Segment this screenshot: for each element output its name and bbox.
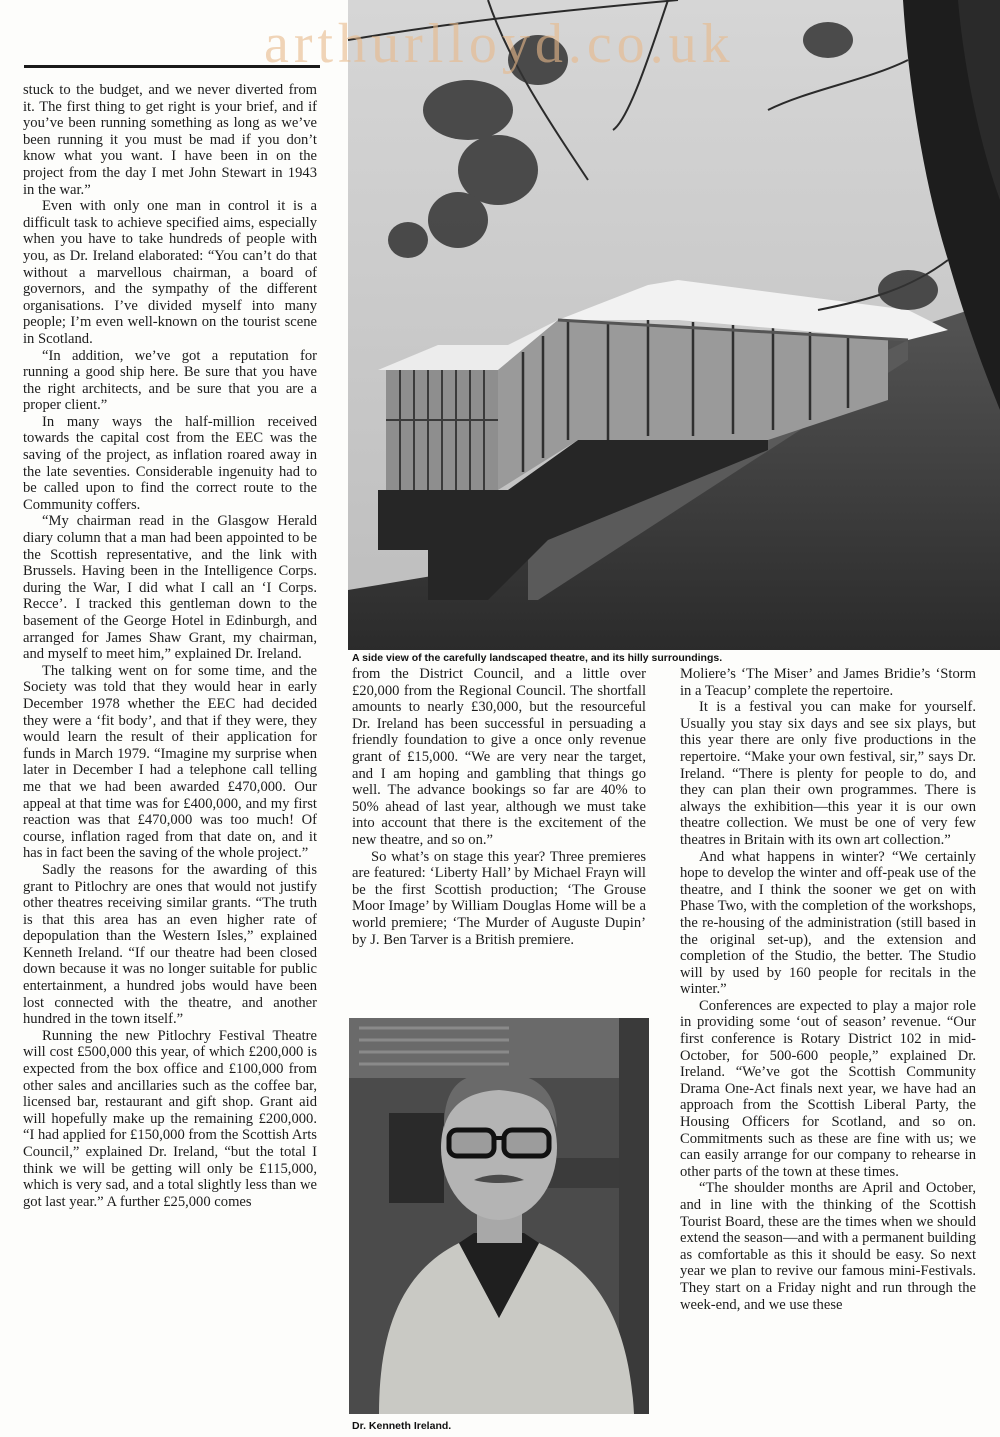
paragraph: “The shoulder months are April and October, and in line with the thinking of the Scottish Tourist Board, these are the times when we should extend the season—and with a permanent building as comfortable as this it should be easy. So next year we plan to revive our famous mini-Festivals. They start on a Friday night and run through the week-end, and we use these — [680, 1180, 976, 1313]
article-column-middle — [352, 666, 646, 948]
top-rule-divider — [24, 65, 320, 68]
paragraph: It is a festival you can make for yourself. Usually you stay six days and see six plays, but this year there are only five productions in the repertoire. “Make your own festival, sir,” says Dr. Ireland. “There is plenty for people to do, and they can plan their own programmes. There is always the exhibition—this year it is our own theatre collection. We must be one of very few theatres in Britain with its own art collection.” — [680, 699, 976, 848]
paragraph: Even with only one man in control it is a difficult task to achieve specified aims, especially when you have to take hundreds of people with you, as Dr. Ireland elaborated: “You can’t do that without a marvellous chairman, a board of governors, and the sympathy of the different organisations. I’ve divided myself into many people; I’m even well-known on the tourist scene in Scotland. — [23, 198, 317, 347]
watermark-text: arthurlloyd.co.uk — [264, 13, 735, 75]
paragraph: “In addition, we’ve got a reputation for running a good ship here. Be sure that you have the right architects, and be sure that you are a proper client.” — [23, 347, 317, 414]
paragraph: Running the new Pitlochry Festival Theatre will cost £500,000 this year, of which £200,000 is expected from the box office and £100,000 from other sales and ancillaries such as the coffee bar, licensed bar, restaurant and gift shop. Grant aid will hopefully make up the remaining £200,000. “I had applied for £150,000 from the Scottish Arts Council,” explained Dr. Ireland, “but the total I think we will be getting will only be £115,000, which is very sad, and a total slightly less than we got last year.” A further £25,000 comes — [23, 1027, 317, 1210]
theatre-photo — [348, 0, 1000, 650]
theatre-photo-caption: A side view of the carefully landscaped theatre, and its hilly surroundings. — [352, 652, 723, 664]
paragraph: Sadly the reasons for the awarding of this grant to Pitlochry are ones that would not justify other theatres receiving similar grants. “The truth is that this area has an even higher rate of depopulation than the Western Isles,” explained Kenneth Ireland. “If our theatre had been closed down because it was no longer suitable for public entertainment, a hundred jobs would have been lost connected with the theatre, and another hundred in the town itself.” — [23, 861, 317, 1028]
paragraph: In many ways the half-million received towards the capital cost from the EEC was the saving of the project, as inflation roared away in the late seventies. Considerable ingenuity had to be called upon to find the correct route to the Community coffers. — [23, 413, 317, 513]
paragraph: Conferences are expected to play a major role in providing some ‘out of season’ revenue. “Our first conference is Rotary District 102 in mid-October, for 500-600 people,” explained Dr. Ireland. “We’ve got the Scottish Community Drama One-Act finals next year, we have had an approach from the Scottish Liberal Party, the Housing Officers for Scotland, and so on. Commitments such as these are fine with us; we can easily arrange for our company to rehearse in other parts of the town at these times. — [680, 997, 976, 1180]
paragraph: from the District Council, and a little over £20,000 from the Regional Council. The shortfall amounts to nearly £30,000, but the resourceful Dr. Ireland has been successful in persuading a friendly foundation to give a once only revenue grant of £15,000. “We are very near the target, and I am hoping and gambling that things go well. The advance bookings so far are 40% to 50% ahead of last year, although we must take into account that there is the excitement of the new theatre, and so on.” — [352, 666, 646, 848]
paragraph: stuck to the budget, and we never diverted from it. The first thing to get right is your brief, and if you’ve been running something as long as we’ve been running it you must be mad if you don’t know what you want. I have been in on the project from the day I met John Stewart in 1943 in the war.” — [23, 82, 317, 198]
paragraph: The talking went on for some time, and the Society was told that they would hear in early December 1978 whether the EEC had decided they were a ‘fit body’, and that if they were, they would learn the result of their application for funds in March 1979. “Imagine my surprise when later in December I had a telephone call telling me that we had been awarded £470,000. Our appeal at that time was for £400,000, and my first reaction was that £470,000 was too much! Of course, inflation raged from that date on, and it has in fact been the saving of the whole project.” — [23, 662, 317, 862]
article-column-left — [23, 82, 317, 1210]
paragraph: So what’s on stage this year? Three premieres are featured: ‘Liberty Hall’ by Michael Frayn will be the first Scottish production; ‘The Grouse Moor Image’ by William Douglas Home will be a world premiere; ‘The Murder of Auguste Dupin’ by J. Ben Tarver is a British premiere. — [352, 848, 646, 948]
paragraph: Moliere’s ‘The Miser’ and James Bridie’s ‘Storm in a Teacup’ complete the repertoire. — [680, 666, 976, 699]
article-column-right — [680, 666, 976, 1313]
paragraph: “My chairman read in the Glasgow Herald diary column that a man had been appointed to be the Scottish representative, and the link with Brussels. Having been in the Intelligence Corps. during the War, I did what I call an ‘I Corps. Recce’. I tracked this gentleman down to the basement of the George Hotel in Edinburgh, and arranged for James Shaw Grant, my chairman, and myself to meet him,” explained Dr. Ireland. — [23, 513, 317, 663]
portrait-photo-caption: Dr. Kenneth Ireland. — [352, 1420, 452, 1432]
portrait-photo — [349, 1018, 649, 1414]
paragraph: And what happens in winter? “We certainly hope to develop the winter and off-peak use of the theatre, and I think the sooner we get on with Phase Two, with the completion of the workshops, the re-housing of the administration (still based in the original set-up), and the extension and completion of the Studio, the better. The Studio will by used by 160 people for recitals in the winter.” — [680, 848, 976, 998]
